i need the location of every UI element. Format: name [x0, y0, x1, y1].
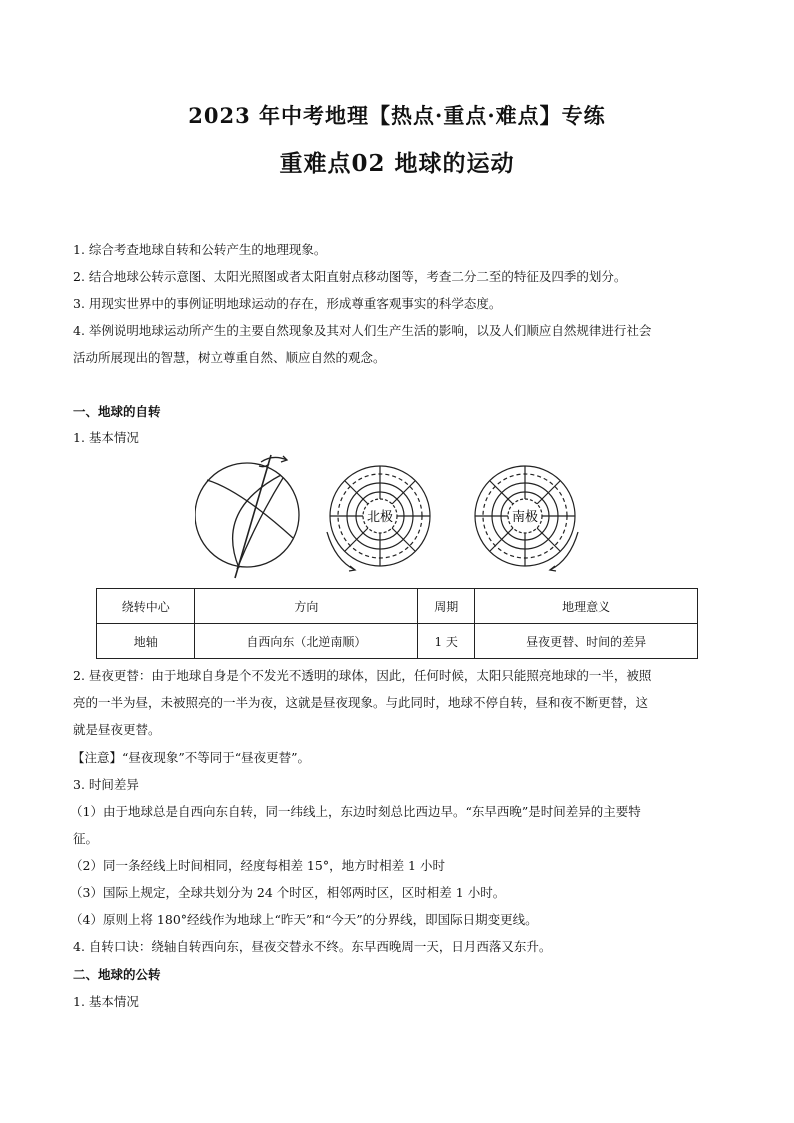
table-header-row — [97, 589, 698, 624]
south-pole-label: 南极 — [511, 510, 539, 525]
table-header: 周期 — [418, 589, 475, 624]
paragraph-2-line3: 就是昼夜更替。 — [73, 722, 161, 737]
document-subtitle: 重难点02 地球的运动 — [279, 150, 515, 177]
paragraph-2-line2: 亮的一半为昼，未被照亮的一半为夜，这就是昼夜现象。与此同时，地球不停自转，昼和夜不断更替，这 — [73, 695, 649, 710]
objective-3: 3. 用现实世界中的事例证明地球运动的存在，形成尊重客观事实的科学态度。 — [73, 296, 502, 311]
table-row — [97, 624, 698, 659]
time-diff-1-line1: （1）由于地球总是自西向东自转，同一纬线上，东边时刻总比西边早。“东早西晚”是时间差异的主要特 — [70, 804, 641, 819]
time-diff-4: （4）原则上将 180°经线作为地球上“昨天”和“今天”的分界线，即国际日期变更线。 — [70, 912, 538, 927]
objective-4: 4. 举例说明地球运动所产生的主要自然现象及其对人们生产生活的影响，以及人们顺应自然规律进行社会 — [73, 323, 652, 338]
table-cell: 自西向东（北逆南顺） — [195, 624, 418, 659]
section1-heading: 一、地球的自转 — [73, 404, 161, 419]
paragraph-2-line1: 2. 昼夜更替：由于地球自身是个不发光不透明的球体，因此，任何时候，太阳只能照亮地球的一半，被照 — [73, 668, 652, 683]
note: 【注意】“昼夜现象”不等同于“昼夜更替”。 — [72, 750, 311, 765]
table-cell: 1 天 — [418, 624, 475, 659]
rotation-figure — [195, 450, 595, 585]
section1-sub4: 4. 自转口诀：绕轴自转西向东，昼夜交替永不终。东早西晚周一天，日月西落又东升。 — [73, 939, 552, 954]
table-cell: 地轴 — [97, 624, 195, 659]
section2-sub1: 1. 基本情况 — [73, 994, 139, 1009]
time-diff-3: （3）国际上规定，全球共划分为 24 个时区，相邻两时区，区时相差 1 小时。 — [70, 885, 506, 900]
table-header: 绕转中心 — [97, 589, 195, 624]
table-header: 方向 — [195, 589, 418, 624]
rotation-table — [96, 588, 698, 659]
section1-sub1: 1. 基本情况 — [73, 430, 139, 445]
table-cell: 昼夜更替、时间的差异 — [475, 624, 698, 659]
document-title: 2023 年中考地理【热点·重点·难点】专练 — [188, 103, 606, 128]
north-pole-label: 北极 — [366, 510, 394, 525]
objective-4-cont: 活动所展现出的智慧，树立尊重自然、顺应自然的观念。 — [73, 350, 386, 365]
time-diff-2: （2）同一条经线上时间相同，经度每相差 15°，地方时相差 1 小时 — [70, 858, 445, 873]
globe-diagram — [195, 455, 299, 578]
section1-sub3: 3. 时间差异 — [73, 777, 139, 792]
section2-heading: 二、地球的公转 — [73, 967, 161, 982]
time-diff-1-line2: 征。 — [73, 831, 99, 846]
objective-1: 1. 综合考查地球自转和公转产生的地理现象。 — [73, 242, 327, 257]
objective-2: 2. 结合地球公转示意图、太阳光照图或者太阳直射点移动图等，考查二分二至的特征及四季的划分。 — [73, 269, 627, 284]
table-header: 地理意义 — [475, 589, 698, 624]
